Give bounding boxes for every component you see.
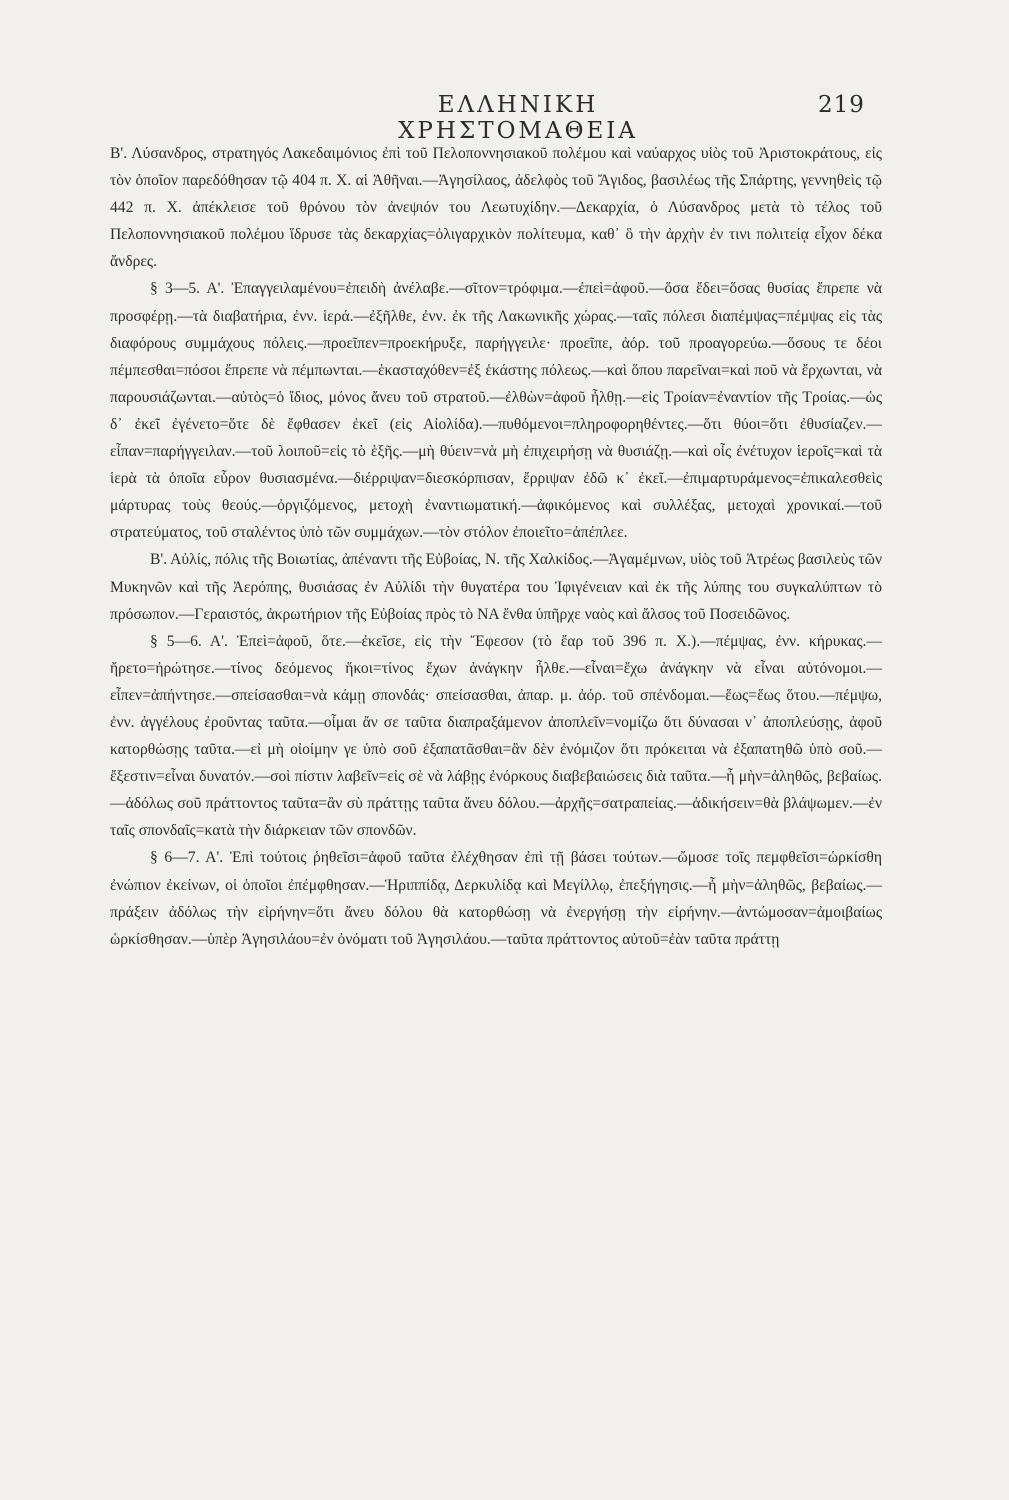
paragraph-lysander: Β'. Λύσανδρος, στρατηγός Λακεδαιμόνιος ἐπὶ τοῦ Πελοποννησιακοῦ πολέμου καὶ ναύαρχος υἱὸς τοῦ Ἀριστοκράτους, εἰς τὸν ὁποῖον παρεδόθησαν τῷ 404 π. Χ. αἱ Ἀθῆναι.—Ἀγησίλαος, ἀδελφὸς τοῦ Ἄγιδος, βασιλέως τῆς Σπάρτης, γεννηθεὶς τῷ 442 π. Χ. ἀπέκλεισε τοῦ θρόνου τὸν ἀνεψιόν του Λεωτυχίδην.—Δεκαρχία, ὁ Λύσανδρος μετὰ τὸ τέλος τοῦ Πελοποννησιακοῦ πολέμου ἵδρυσε τὰς δεκαρχίας=ὀλιγαρχικὸν πολίτευμα, καθ᾽ ὃ τὴν ἀρχὴν ἐν τινι πολιτείᾳ εἶχον δέκα ἄνδρες. [110,145,882,271]
paragraph-section-3-5-a: § 3—5. Α'. Ἐπαγγειλαμένου=ἐπειδὴ ἀνέλαβε.—σῖτον=τρόφιμα.—ἐπεὶ=ἀφοῦ.—ὅσα ἔδει=ὅσας θυσίας ἔπρεπε νὰ προσφέρῃ.—τὰ διαβατήρια, ἐνν. ἱερά.—ἐξῆλθε, ἐνν. ἐκ τῆς Λακωνικῆς χώρας.—ταῖς πόλεσι διαπέμψας=πέμψας εἰς τὰς διαφόρους συμμάχους πόλεις.—προεῖπεν=προεκήρυξε, παρήγγειλε· προεῖπε, ἀόρ. τοῦ προαγορεύω.—ὅσους τε δέοι πέμπεσθαι=πόσοι ἔπρεπε νὰ πέμπωνται.—ἑκασταχόθεν=ἐξ ἑκάστης πόλεως.—καὶ ὅπου παρεῖναι=καὶ ποῦ νὰ ἔρχωνται, νὰ παρουσιάζωνται.—αὐτὸς=ὁ ἴδιος, μόνος ἄνευ τοῦ στρατοῦ.—ἐλθὼν=ἀφοῦ ἦλθῃ.—εἰς Τροίαν=ἐναντίον τῆς Τροίας.—ὡς δ᾽ ἐκεῖ ἐγένετο=ὅτε δὲ ἔφθασεν ἐκεῖ (εἰς Αἰολίδα).—πυθόμενοι=πληροφορηθέντες.—ὅτι θύοι=ὅτι ἐθυσίαζεν.—εἶπαν=παρήγγειλαν.—τοῦ λοιποῦ=εἰς τὸ ἑξῆς.—μὴ θύειν=νὰ μὴ ἐπιχειρήσῃ νὰ θυσιάζῃ.—καὶ οἷς ἐνέτυχον ἱεροῖς=καὶ τὰ ἱερὰ τὰ ὁποῖα εὗρον θυσιασμένα.—διέρριψαν=διεσκόρπισαν, ἔρριψαν ἐδῶ κ᾽ ἐκεῖ.—ἐπιμαρτυράμενος=ἐπικαλεσθεὶς μάρτυρας τοὺς θεούς.—ὀργιζόμενος, μετοχὴ ἐναντιωματική.—ἀφικόμενος καὶ συλλέξας, μετοχαὶ χρονικαί.—τοῦ στρατεύματος, τοῦ σταλέντος ὑπὸ τῶν συμμάχων.—τὸν στόλον ἐποιεῖτο=ἀπέπλεε. [110,280,882,542]
paragraph-section-6-7-a: § 6—7. Α'. Ἐπὶ τούτοις ῥηθεῖσι=ἀφοῦ ταῦτα ἐλέχθησαν ἐπὶ τῇ βάσει τούτων.—ὤμοσε τοῖς πεμφθεῖσι=ὡρκίσθη ἐνώπιον ἐκείνων, οἱ ὁποῖοι ἐπέμφθησαν.—Ἡριππίδᾳ, Δερκυλίδᾳ καὶ Μεγίλλῳ, ἐπεξήγησις.—ἦ μὴν=ἀληθῶς, βεβαίως.—πράξειν ἀδόλως τὴν εἰρήνην=ὅτι ἄνευ δόλου θὰ κατορθώσῃ νὰ ἐνεργήσῃ τὴν εἰρήνην.—ἀντώμοσαν=ἀμοιβαίως ὡρκίσθησαν.—ὑπὲρ Ἀγησιλάου=ἐν ὀνόματι τοῦ Ἀγησιλάου.—ταῦτα πράττοντος αὐτοῦ=ἐὰν ταῦτα πράττῃ [110,849,882,948]
commentary-text [110,140,882,953]
page-number: 219 [818,92,865,118]
paragraph-section-3-5-b: Β'. Αὐλίς, πόλις τῆς Βοιωτίας, ἀπέναντι τῆς Εὐβοίας, Ν. τῆς Χαλκίδος.—Ἀγαμέμνων, υἱὸς τοῦ Ἀτρέως βασιλεὺς τῶν Μυκηνῶν καὶ τῆς Ἀερόπης, θυσιάσας ἐν Αὐλίδι τὴν θυγατέρα του Ἰφιγένειαν καὶ ἐκ τῆς λύπης του συγκαλύπτων τὸ πρόσωπον.—Γεραιστός, ἀκρωτήριον τῆς Εὐβοίας πρὸς τὸ ΝΑ ἔνθα ὑπῆρχε ναὸς καὶ ἄλσος τοῦ Ποσειδῶνος. [110,551,882,623]
paragraph-section-5-6-a: § 5—6. Α'. Ἐπεὶ=ἀφοῦ, ὅτε.—ἐκεῖσε, εἰς τὴν Ἔφεσον (τὸ ἔαρ τοῦ 396 π. Χ.).—πέμψας, ἐνν. κήρυκας.—ἤρετο=ἠρώτησε.—τίνος δεόμενος ἥκοι=τίνος ἔχων ἀνάγκην ἦλθε.—εἶναι=ἔχω ἀνάγκην νὰ εἶναι αὐτόνομοι.—εἶπεν=ἀπήντησε.—σπείσασθαι=νὰ κάμῃ σπονδάς· σπείσασθαι, ἀπαρ. μ. ἀόρ. τοῦ σπένδομαι.—ἕως=ἕως ὅτου.—πέμψω, ἐνν. ἀγγέλους ἐροῦντας ταῦτα.—οἶμαι ἄν σε ταῦτα διαπραξάμενον ἀποπλεῖν=νομίζω ὅτι δύνασαι ν᾽ ἀποπλεύσῃς, ἀφοῦ κατορθώσῃς ταῦτα.—εἰ μὴ οἰοίμην γε ὑπὸ σοῦ ἐξαπατᾶσθαι=ἂν δὲν ἐνόμιζον ὅτι πρόκειται νὰ ἐξαπατηθῶ ὑπὸ σοῦ.—ἔξεστιν=εἶναι δυνατόν.—σοὶ πίστιν λαβεῖν=εἰς σὲ νὰ λάβῃς ἐνόρκους διαβεβαιώσεις διὰ ταῦτα.—ἦ μὴν=ἀληθῶς, βεβαίως.—ἀδόλως σοῦ πράττοντος ταῦτα=ἂν σὺ πράττῃς ταῦτα ἄνευ δόλου.—ἀρχῆς=σατραπείας.—ἀδικήσειν=θὰ βλάψωμεν.—ἐν ταῖς σπονδαῖς=κατὰ τὴν διάρκειαν τῶν σπονδῶν. [110,632,882,840]
running-head-title: ΕΛΛΗΝΙΚΗ ΧΡΗΣΤΟΜΑΘΕΙΑ [398,92,638,144]
